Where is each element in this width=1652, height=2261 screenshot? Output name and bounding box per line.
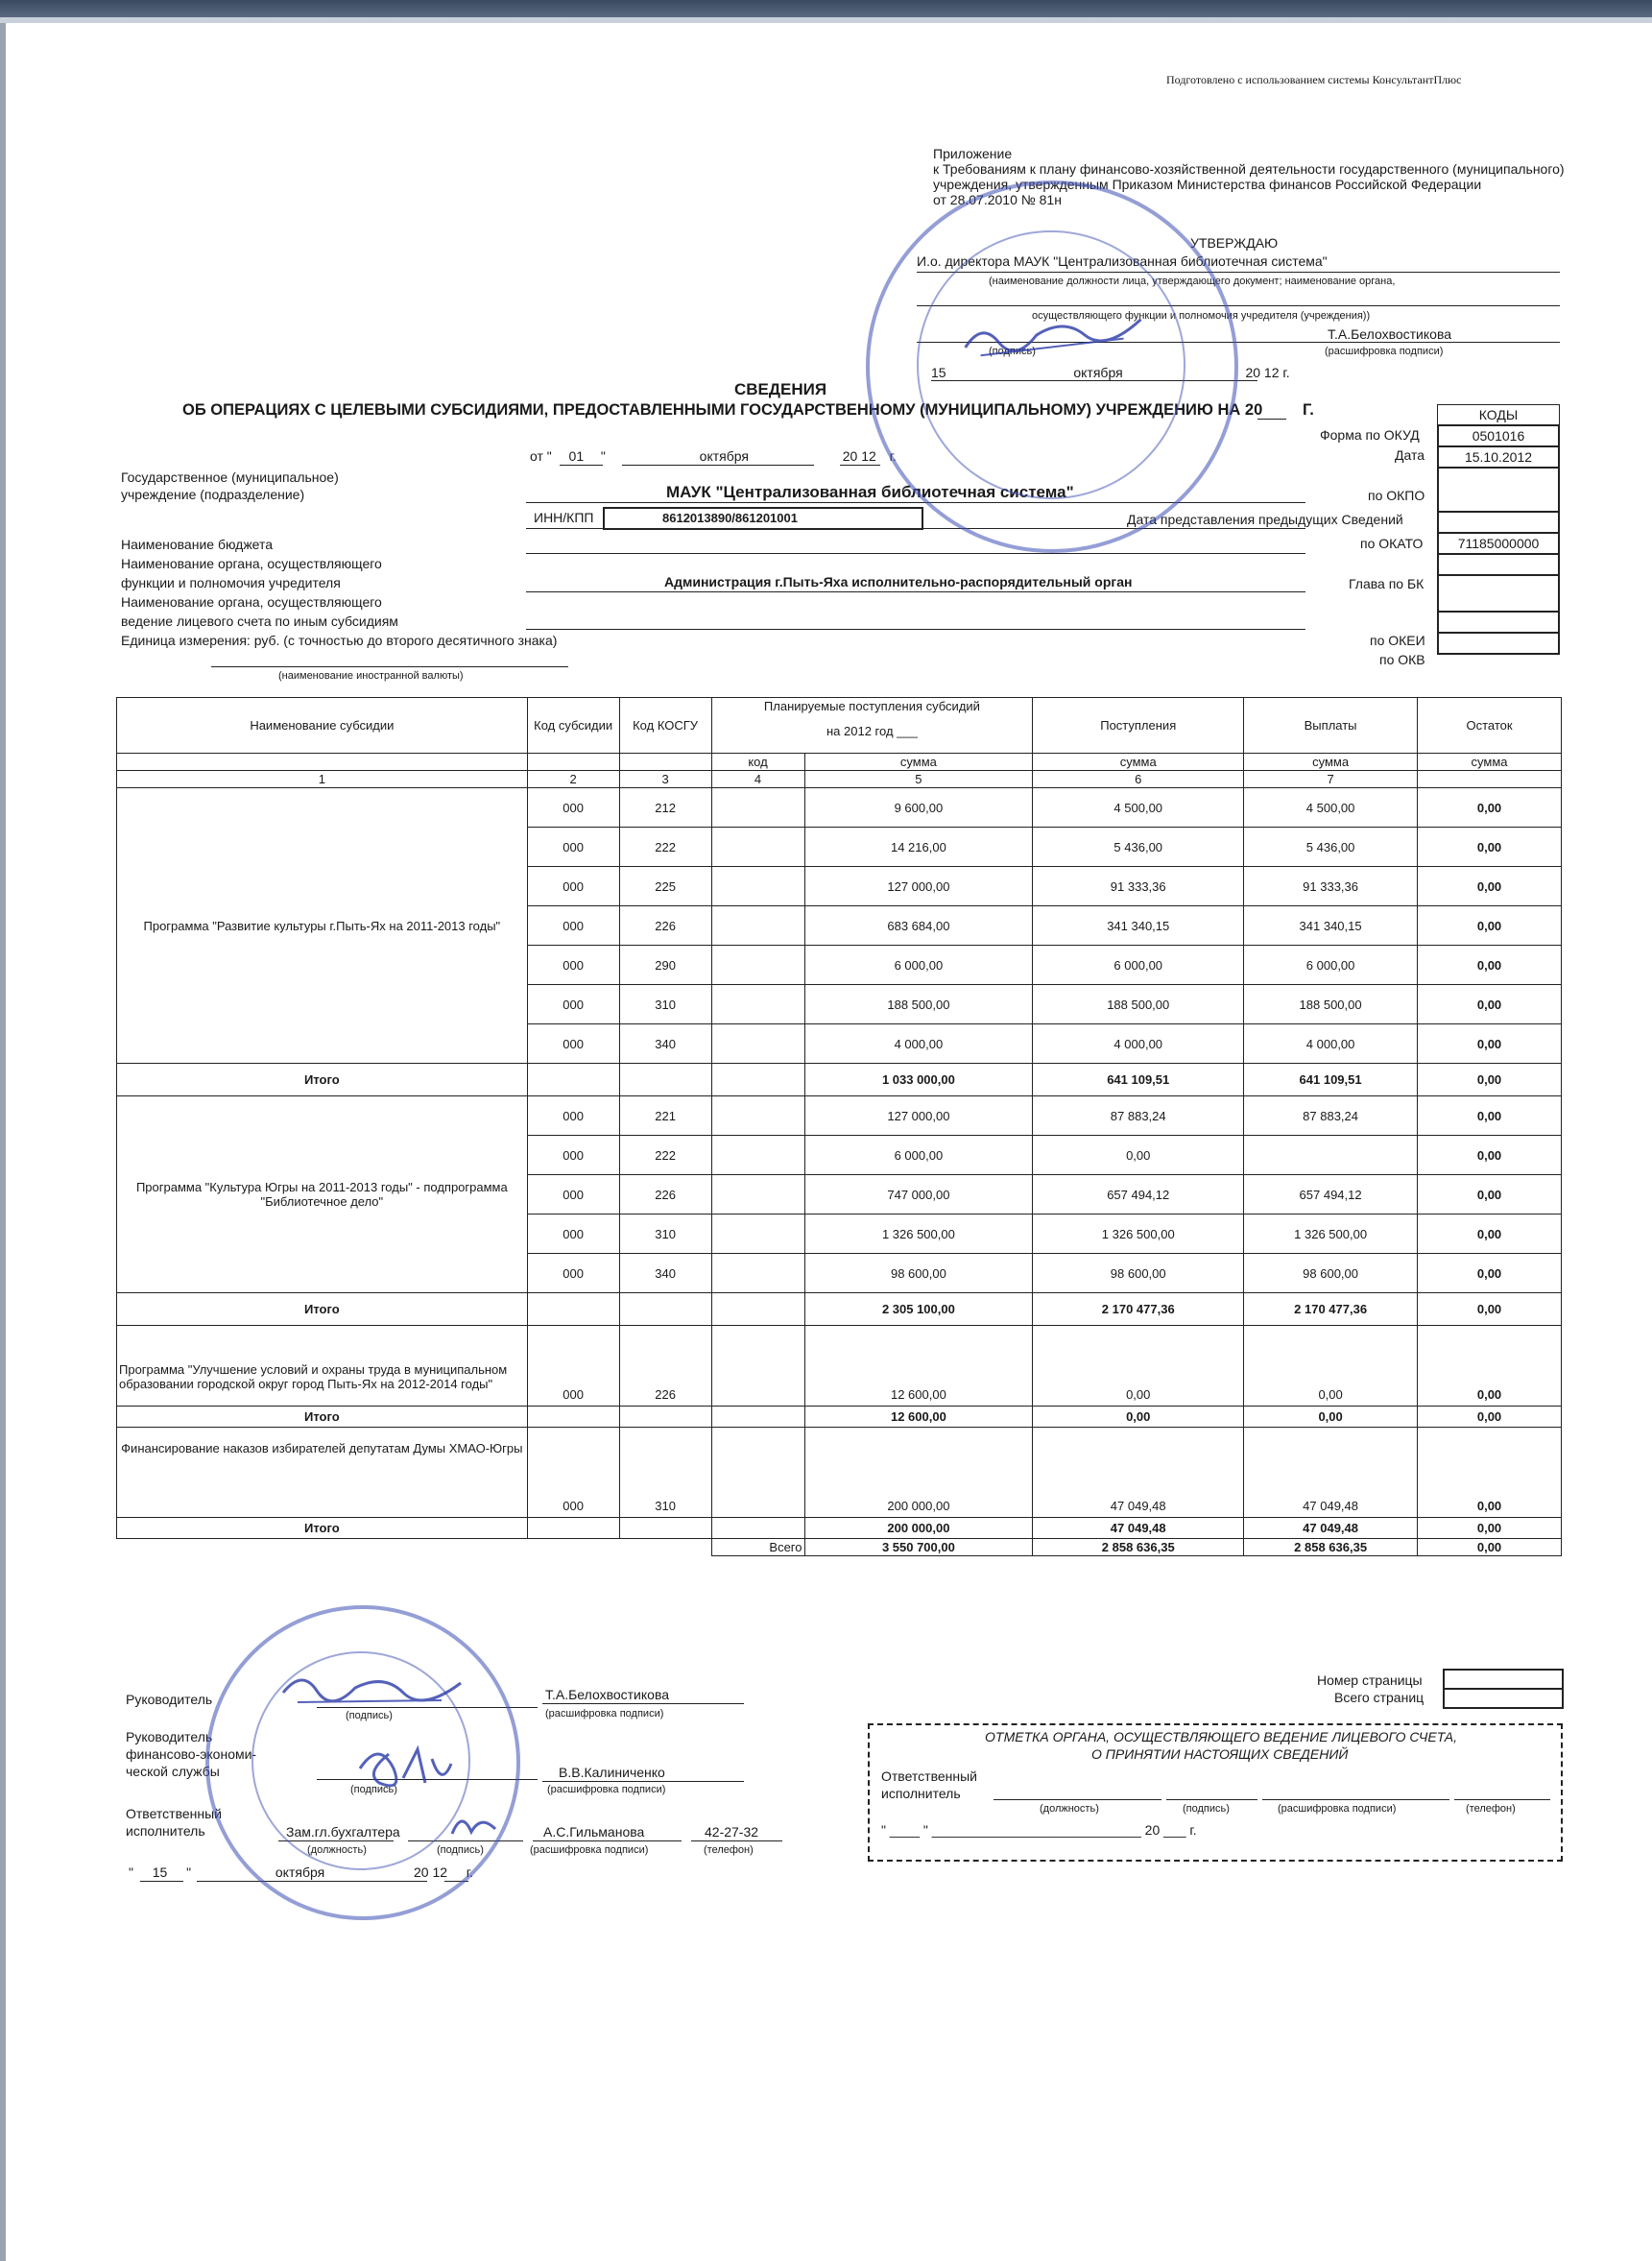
income-sum: 657 494,12 [1033, 1175, 1244, 1215]
header-sum: сумма [1033, 754, 1244, 771]
header-sum: сумма [1244, 754, 1418, 771]
total-plan: 12 600,00 [804, 1407, 1033, 1428]
grand-payments: 2 858 636,35 [1244, 1539, 1418, 1556]
from-year: 12 [861, 448, 876, 464]
organ-label-line: функции и полномочия учредителя [121, 575, 341, 590]
kosgu-code: 226 [619, 906, 711, 946]
subsidy-name: Финансирование наказов избирателей депутатам Думы ХМАО-Югры [117, 1428, 528, 1518]
income-sum: 6 000,00 [1033, 946, 1244, 985]
rest-sum: 0,00 [1418, 867, 1562, 906]
scan-left-edge [0, 23, 6, 2261]
appendix-line: к Требованиям к плану финансово-хозяйственной деятельности государственного (муниципального) [933, 161, 1565, 177]
total-income: 641 109,51 [1033, 1064, 1244, 1096]
sign-year-suffix: г. [466, 1864, 474, 1880]
kosgu-code: 222 [619, 1136, 711, 1175]
income-sum: 4 000,00 [1033, 1024, 1244, 1064]
pos-caption: (должность) [307, 1844, 367, 1856]
total-label: Итого [117, 1064, 528, 1096]
table-row [117, 1326, 1562, 1407]
plan-kod [711, 906, 804, 946]
payments-sum: 4 500,00 [1244, 788, 1418, 828]
prev-date-label: Дата представления предыдущих Сведений [1127, 512, 1403, 527]
subsidy-code: 000 [527, 828, 619, 867]
okpo-label: по ОКПО [1368, 488, 1425, 503]
account-label-line: Наименование органа, осуществляющего [121, 594, 382, 610]
kosgu-code: 222 [619, 828, 711, 867]
approve-year: 12 [1263, 365, 1280, 380]
appendix-line: Приложение [933, 146, 1013, 161]
income-sum: 188 500,00 [1033, 985, 1244, 1024]
rest-sum: 0,00 [1418, 1024, 1562, 1064]
budget-label: Наименование бюджета [121, 537, 274, 552]
codes-header: КОДЫ [1437, 404, 1560, 424]
payments-sum: 341 340,15 [1244, 906, 1418, 946]
kosgu-code: 226 [619, 1326, 711, 1407]
sign-caption: (подпись) [350, 1784, 397, 1795]
document-title: СВЕДЕНИЯ [734, 380, 827, 398]
col-number: 6 [1033, 771, 1244, 788]
grand-plan: 3 550 700,00 [804, 1539, 1033, 1556]
exec-label-line: Ответственный [126, 1806, 222, 1821]
mark-pos-caption: (должность) [1040, 1803, 1099, 1815]
header-payments: Выплаты [1244, 698, 1418, 754]
exec-position: Зам.гл.бухгалтера [286, 1824, 400, 1840]
currency-caption: (наименование иностранной валюты) [278, 670, 464, 682]
rest-sum: 0,00 [1418, 1136, 1562, 1175]
plan-kod [711, 946, 804, 985]
budget-block [121, 535, 557, 650]
subsidy-code: 000 [527, 1326, 619, 1407]
rest-sum: 0,00 [1418, 1215, 1562, 1254]
grand-total-row [117, 1539, 1562, 1556]
mark-exec-line: исполнитель [881, 1786, 961, 1801]
header-rest: Остаток [1418, 698, 1562, 754]
appendix-line: учреждения, утвержденным Приказом Министерства финансов Российской Федерации [933, 177, 1482, 192]
subsidy-code: 000 [527, 1254, 619, 1293]
kosgu-code: 310 [619, 1215, 711, 1254]
approve-year-prefix: 20 [1245, 365, 1261, 380]
rest-sum: 0,00 [1418, 1254, 1562, 1293]
fin-label-line: ческой службы [126, 1764, 220, 1779]
plan-kod [711, 1215, 804, 1254]
header-plan-title: Планируемые поступления субсидий [763, 699, 980, 713]
total-empty [619, 1064, 711, 1096]
payments-sum: 1 326 500,00 [1244, 1215, 1418, 1254]
fin-name: В.В.Калиниченко [559, 1765, 665, 1780]
rest-sum: 0,00 [1418, 985, 1562, 1024]
subsidy-code: 000 [527, 1428, 619, 1518]
okato-label: по ОКАТО [1360, 536, 1424, 551]
okv-label: по ОКВ [1379, 652, 1425, 667]
sign-month: октября [275, 1864, 325, 1880]
exec-phone: 42-27-32 [705, 1824, 759, 1840]
header-sum: сумма [804, 754, 1033, 771]
payments-sum: 0,00 [1244, 1326, 1418, 1407]
rest-sum: 0,00 [1418, 1175, 1562, 1215]
exec-name: А.С.Гильманова [543, 1824, 645, 1840]
head-name: Т.А.Белохвостикова [545, 1687, 670, 1702]
total-empty [711, 1064, 804, 1096]
plan-kod [711, 1096, 804, 1136]
plan-sum: 98 600,00 [804, 1254, 1033, 1293]
fin-signature [350, 1740, 456, 1801]
inn-value: 8612013890/861201001 [603, 507, 923, 530]
approve-name: Т.А.Белохвостикова [1328, 326, 1452, 342]
from-year-prefix: 20 [842, 448, 858, 464]
total-empty [619, 1518, 711, 1539]
institution-name: МАУК "Централизованная библиотечная система" [666, 483, 1074, 501]
payments-sum: 657 494,12 [1244, 1175, 1418, 1215]
phone-caption: (телефон) [704, 1844, 754, 1856]
okud-label: Форма по ОКУД [1320, 427, 1420, 443]
total-plan: 2 305 100,00 [804, 1293, 1033, 1326]
header-income: Поступления [1033, 698, 1244, 754]
header-kod: код [711, 754, 804, 771]
mark-phone-caption: (телефон) [1466, 1803, 1516, 1815]
header-code: Код субсидии [527, 698, 619, 754]
institution-label-line: Государственное (муниципальное) [121, 469, 339, 485]
total-empty [619, 1407, 711, 1428]
plan-kod [711, 1175, 804, 1215]
plan-sum: 1 326 500,00 [804, 1215, 1033, 1254]
sign-caption: (подпись) [346, 1710, 393, 1721]
page-number-box [1443, 1669, 1564, 1690]
subsidy-name: Программа "Культура Югры на 2011-2013 годы" - подпрограмма "Библиотечное дело" [117, 1096, 528, 1293]
income-sum: 47 049,48 [1033, 1428, 1244, 1518]
total-income: 2 170 477,36 [1033, 1293, 1244, 1326]
payments-sum: 188 500,00 [1244, 985, 1418, 1024]
rest-sum: 0,00 [1418, 1326, 1562, 1407]
total-empty [527, 1293, 619, 1326]
total-label: Итого [117, 1293, 528, 1326]
subsidy-code: 000 [527, 946, 619, 985]
total-empty [619, 1293, 711, 1326]
plan-sum: 127 000,00 [804, 867, 1033, 906]
plan-sum: 747 000,00 [804, 1175, 1033, 1215]
total-row [117, 1518, 1562, 1539]
subsidy-code: 000 [527, 1175, 619, 1215]
total-row [117, 1407, 1562, 1428]
plan-sum: 200 000,00 [804, 1428, 1033, 1518]
col-number: 1 [117, 771, 528, 788]
header-kosgu: Код КОСГУ [619, 698, 711, 754]
subsidy-code: 000 [527, 985, 619, 1024]
plan-sum: 9 600,00 [804, 788, 1033, 828]
approve-name-caption: (расшифровка подписи) [1325, 346, 1444, 357]
payments-sum: 47 049,48 [1244, 1428, 1418, 1518]
sign-date-quote: " [186, 1864, 192, 1880]
total-row [117, 1064, 1562, 1096]
kosgu-code: 290 [619, 946, 711, 985]
payments-sum: 98 600,00 [1244, 1254, 1418, 1293]
total-label: Итого [117, 1518, 528, 1539]
subsidy-code: 000 [527, 788, 619, 828]
mark-date-line: " ____ " ____________________________ 20 ___ г. [881, 1822, 1197, 1838]
kosgu-code: 221 [619, 1096, 711, 1136]
total-plan: 200 000,00 [804, 1518, 1033, 1539]
mark-exec-label [881, 1768, 977, 1802]
head-signature [278, 1664, 470, 1716]
plan-sum: 188 500,00 [804, 985, 1033, 1024]
rest-sum: 0,00 [1418, 828, 1562, 867]
income-sum: 1 326 500,00 [1033, 1215, 1244, 1254]
date-label: Дата [1395, 447, 1425, 463]
payments-sum: 5 436,00 [1244, 828, 1418, 867]
approve-caption2: осуществляющего функции и полномочия учредителя (учреждения)) [1032, 310, 1371, 322]
kosgu-code: 310 [619, 985, 711, 1024]
total-empty [527, 1407, 619, 1428]
okato-value: 71185000000 [1437, 532, 1560, 553]
plan-kod [711, 1024, 804, 1064]
col-number: 2 [527, 771, 619, 788]
total-payments: 2 170 477,36 [1244, 1293, 1418, 1326]
subsidy-code: 000 [527, 1215, 619, 1254]
subsidy-name: Программа "Развитие культуры г.Пыть-Ях на 2011-2013 годы" [117, 788, 528, 1064]
income-sum: 0,00 [1033, 1136, 1244, 1175]
name-caption: (расшифровка подписи) [545, 1708, 664, 1720]
institution-label [121, 469, 339, 503]
sign-day: 15 [152, 1864, 168, 1880]
organ-name: Администрация г.Пыть-Яха исполнительно-распорядительный орган [664, 574, 1133, 589]
total-rest: 0,00 [1418, 1407, 1562, 1428]
total-empty [527, 1518, 619, 1539]
rest-sum: 0,00 [1418, 1096, 1562, 1136]
total-empty [711, 1407, 804, 1428]
plan-sum: 6 000,00 [804, 946, 1033, 985]
plan-kod [711, 985, 804, 1024]
table-row [117, 788, 1562, 828]
mark-title: ОТМЕТКА ОРГАНА, ОСУЩЕСТВЛЯЮЩЕГО ВЕДЕНИЕ ЛИЦЕВОГО СЧЕТА, [985, 1729, 1458, 1744]
subsidy-code: 000 [527, 1136, 619, 1175]
rest-sum: 0,00 [1418, 906, 1562, 946]
payments-sum: 91 333,36 [1244, 867, 1418, 906]
bk-label: Глава по БК [1349, 576, 1425, 591]
mark-name-caption: (расшифровка подписи) [1278, 1803, 1397, 1815]
approve-title: УТВЕРЖДАЮ [1190, 235, 1279, 251]
okei-label: по ОКЕИ [1370, 633, 1425, 648]
approve-day: 15 [931, 365, 946, 380]
sign-year-prefix: 20 [413, 1864, 429, 1880]
kosgu-code: 340 [619, 1254, 711, 1293]
sign-caption: (подпись) [437, 1844, 484, 1856]
grand-label: Всего [711, 1539, 804, 1556]
from-date [530, 448, 897, 464]
payments-sum [1244, 1136, 1418, 1175]
header-plan-year: на 2012 год ___ [826, 724, 918, 738]
kosgu-code: 340 [619, 1024, 711, 1064]
sign-year: 12 [432, 1864, 448, 1880]
mark-title-2: О ПРИНЯТИИ НАСТОЯЩИХ СВЕДЕНИЙ [1091, 1746, 1349, 1762]
col-number: 5 [804, 771, 1033, 788]
income-sum: 91 333,36 [1033, 867, 1244, 906]
kosgu-code: 225 [619, 867, 711, 906]
total-empty [711, 1293, 804, 1326]
rest-sum: 0,00 [1418, 788, 1562, 828]
header-sum: сумма [1418, 754, 1562, 771]
plan-kod [711, 828, 804, 867]
payments-sum: 4 000,00 [1244, 1024, 1418, 1064]
rest-sum: 0,00 [1418, 1428, 1562, 1518]
from-prefix: от " [530, 448, 552, 464]
total-income: 0,00 [1033, 1407, 1244, 1428]
scan-top-edge-light [0, 17, 1652, 23]
subsidy-code: 000 [527, 906, 619, 946]
plan-sum: 12 600,00 [804, 1326, 1033, 1407]
grand-rest: 0,00 [1418, 1539, 1562, 1556]
plan-kod [711, 1326, 804, 1407]
fin-label-line: финансово-экономи- [126, 1746, 257, 1762]
scan-top-edge [0, 0, 1652, 17]
kosgu-code: 310 [619, 1428, 711, 1518]
blank-code [1437, 574, 1560, 611]
plan-sum: 6 000,00 [804, 1136, 1033, 1175]
income-sum: 98 600,00 [1033, 1254, 1244, 1293]
mark-sign-caption: (подпись) [1183, 1803, 1230, 1815]
document-subtitle: ОБ ОПЕРАЦИЯХ С ЦЕЛЕВЫМИ СУБСИДИЯМИ, ПРЕДОСТАВЛЕННЫМИ ГОСУДАРСТВЕННОМУ (МУНИЦИПАЛЬНОМУ) УЧРЕЖДЕНИЮ НА 20 [182, 401, 1263, 419]
total-income: 47 049,48 [1033, 1518, 1244, 1539]
total-rest: 0,00 [1418, 1518, 1562, 1539]
from-day: 01 [568, 448, 585, 464]
income-sum: 0,00 [1033, 1326, 1244, 1407]
sign-date-quote: " [129, 1864, 133, 1880]
total-payments: 0,00 [1244, 1407, 1418, 1428]
name-caption: (расшифровка подписи) [547, 1784, 666, 1795]
income-sum: 4 500,00 [1033, 788, 1244, 828]
grand-income: 2 858 636,35 [1033, 1539, 1244, 1556]
grand-empty [117, 1539, 712, 1556]
total-empty [527, 1064, 619, 1096]
income-sum: 87 883,24 [1033, 1096, 1244, 1136]
subsidy-code: 000 [527, 867, 619, 906]
plan-kod [711, 1254, 804, 1293]
approve-year-suffix: г. [1282, 365, 1290, 380]
institution-label-line: учреждение (подразделение) [121, 487, 305, 502]
date-value: 15.10.2012 [1437, 445, 1560, 467]
subsidy-code: 000 [527, 1096, 619, 1136]
plan-kod [711, 1428, 804, 1518]
document-subtitle-suffix: Г. [1303, 401, 1314, 419]
okv-value [1437, 632, 1560, 655]
total-pages-label: Всего страниц [1334, 1690, 1425, 1705]
inn-label: ИНН/КПП [534, 510, 594, 525]
total-empty [711, 1518, 804, 1539]
total-row [117, 1293, 1562, 1326]
plan-sum: 683 684,00 [804, 906, 1033, 946]
subsidy-code: 000 [527, 1024, 619, 1064]
account-label-line: ведение лицевого счета по иным субсидиям [121, 613, 398, 629]
page-number-label: Номер страницы [1317, 1672, 1423, 1688]
header-plan [711, 698, 1033, 754]
rest-sum: 0,00 [1418, 946, 1562, 985]
total-payments: 641 109,51 [1244, 1064, 1418, 1096]
header-note: Подготовлено с использованием системы КонсультантПлюс [1166, 73, 1462, 86]
total-pages-box [1443, 1688, 1564, 1709]
okei-value [1437, 611, 1560, 632]
col-number: 4 [711, 771, 804, 788]
plan-sum: 127 000,00 [804, 1096, 1033, 1136]
exec-label-line: исполнитель [126, 1823, 205, 1839]
approve-month: октября [1073, 365, 1123, 380]
plan-kod [711, 788, 804, 828]
total-rest: 0,00 [1418, 1293, 1562, 1326]
total-label: Итого [117, 1407, 528, 1428]
exec-signature [447, 1805, 505, 1847]
kosgu-code: 226 [619, 1175, 711, 1215]
okpo-value [1437, 467, 1560, 511]
exec-label [126, 1805, 222, 1840]
bk-value [1437, 553, 1560, 574]
subsidy-name: Программа "Улучшение условий и охраны труда в муниципальном образовании городской округ город Пыть-Ях на 2012-2014 годы" [117, 1326, 528, 1407]
approve-position: И.о. директора МАУК "Централизованная библиотечная система" [917, 253, 1328, 269]
plan-sum: 4 000,00 [804, 1024, 1033, 1064]
table-row [117, 1428, 1562, 1518]
appendix-line: от 28.07.2010 № 81н [933, 192, 1062, 207]
plan-kod [711, 1136, 804, 1175]
income-sum: 5 436,00 [1033, 828, 1244, 867]
header-name: Наименование субсидии [117, 698, 528, 754]
unit-label: Единица измерения: руб. (с точностью до второго десятичного знака) [121, 633, 558, 648]
subsidies-table [116, 697, 1562, 1556]
plan-kod [711, 867, 804, 906]
table-row [117, 1096, 1562, 1136]
okud-value: 0501016 [1437, 424, 1560, 445]
total-payments: 47 049,48 [1244, 1518, 1418, 1539]
payments-sum: 87 883,24 [1244, 1096, 1418, 1136]
approve-caption: (наименование должности лица, утверждающего документ; наименование органа, [989, 276, 1396, 287]
total-rest: 0,00 [1418, 1064, 1562, 1096]
from-month: октября [699, 448, 749, 464]
organ-label-line: Наименование органа, осуществляющего [121, 556, 382, 571]
mark-exec-line: Ответственный [881, 1768, 977, 1784]
name-caption: (расшифровка подписи) [530, 1844, 649, 1856]
from-quote: " [600, 448, 606, 464]
col-number: 7 [1244, 771, 1418, 788]
head-label: Руководитель [126, 1692, 213, 1707]
from-suffix: г. [889, 448, 897, 464]
total-plan: 1 033 000,00 [804, 1064, 1033, 1096]
plan-sum: 14 216,00 [804, 828, 1033, 867]
codes-column [1437, 404, 1560, 655]
income-sum: 341 340,15 [1033, 906, 1244, 946]
approve-sign-caption: (подпись) [989, 346, 1036, 357]
fin-label-line: Руководитель [126, 1729, 213, 1744]
col-number: 3 [619, 771, 711, 788]
prev-date-value [1437, 511, 1560, 532]
kosgu-code: 212 [619, 788, 711, 828]
payments-sum: 6 000,00 [1244, 946, 1418, 985]
